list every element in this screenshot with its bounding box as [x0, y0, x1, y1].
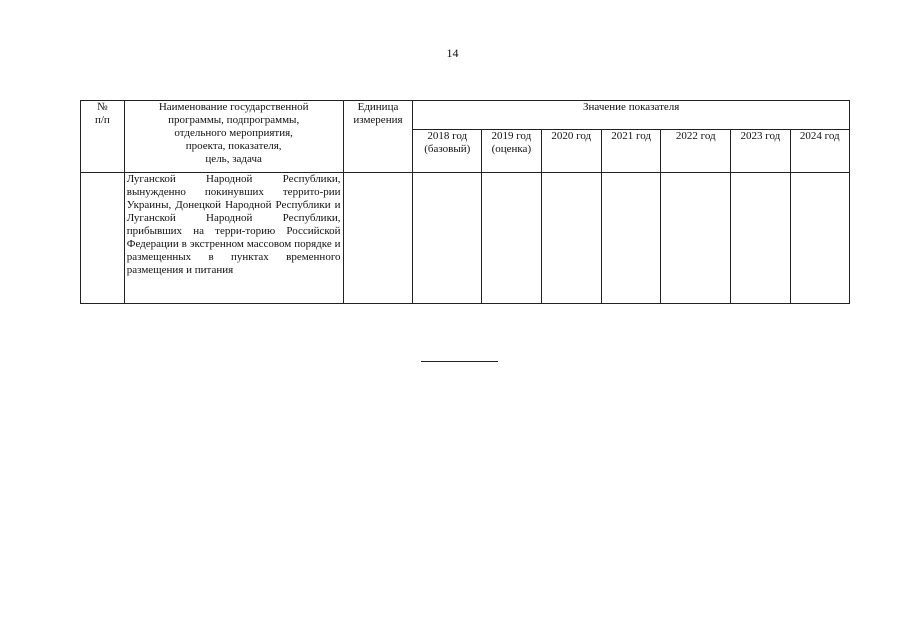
cell-value-2024 [790, 173, 849, 304]
header-unit [343, 101, 413, 173]
footer-divider-line [421, 361, 498, 362]
header-name-line: отдельного мероприятия, [174, 127, 293, 139]
header-year-label: 2018 год [427, 130, 468, 142]
header-name-line: цель, задача [205, 153, 262, 165]
header-year-note: (оценка) [491, 143, 532, 155]
cell-number [81, 173, 125, 304]
header-year-2019 [482, 130, 541, 173]
page-number: 14 [446, 46, 459, 60]
header-year-label: 2022 год [675, 130, 716, 142]
header-unit-line: измерения [353, 114, 403, 126]
cell-value-2019 [482, 173, 541, 304]
cell-name: Луганской Народной Республики, вынужденно покинувших террито-рии Украины, Донецкой Народной Республики и Луганской Народной Республики, прибывших на терри-торию Российской Федерации в экстренном массовом порядке и размещенных в пунктах временного размещения и питания [124, 173, 343, 304]
header-year-2021 [601, 130, 660, 173]
cell-value-2023 [731, 173, 790, 304]
indicator-table [80, 100, 850, 304]
cell-value-2022 [661, 173, 731, 304]
header-number [81, 101, 125, 173]
cell-value-2018 [413, 173, 482, 304]
header-number-line: п/п [94, 114, 110, 126]
header-year-label: 2021 год [611, 130, 652, 142]
cell-value-2021 [601, 173, 660, 304]
header-year-note: (базовый) [424, 143, 471, 155]
header-year-label: 2023 год [740, 130, 781, 142]
header-year-2018 [413, 130, 482, 173]
header-year-2022 [661, 130, 731, 173]
header-value-group: Значение показателя [413, 101, 850, 130]
header-year-2020 [541, 130, 601, 173]
cell-value-2020 [541, 173, 601, 304]
header-year-2023 [731, 130, 790, 173]
header-name-line: Наименование государственной [158, 101, 309, 113]
header-name [124, 101, 343, 173]
header-number-line: № [97, 101, 108, 113]
cell-unit [343, 173, 413, 304]
header-name-line: программы, подпрограммы, [168, 114, 300, 126]
header-year-2024 [790, 130, 849, 173]
table-header-row [81, 101, 850, 130]
header-year-label: 2020 год [551, 130, 592, 142]
header-name-line: проекта, показателя, [185, 140, 282, 152]
header-unit-line: Единица [357, 101, 399, 113]
header-year-label: 2019 год [491, 130, 532, 142]
table-row [81, 173, 850, 304]
header-year-label: 2024 год [799, 130, 840, 142]
